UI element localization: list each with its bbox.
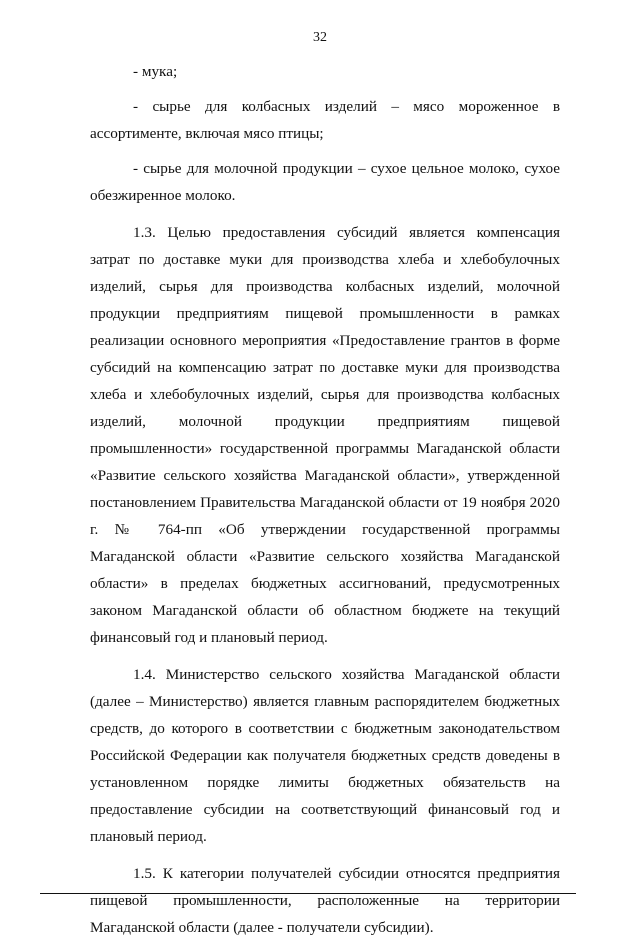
paragraph-1-3: 1.3. Целью предоставления субсидий является компенсация затрат по доставке муки для производства хлеба и хлебобулочных изделий, сырья для производства колбасных изделий, молочной продукции предприятиям пищевой промышленности в рамках реализации основного мероприятия «Предоставление грантов в форме субсидий на компенсацию затрат по доставке муки для производства хлеба и хлебобулочных изделий, сырья для производства колбасных изделий, молочной продукции предприятиям пищевой промышленности» государственной программы Магаданской области «Развитие сельского хозяйства Магаданской области», утвержденной постановлением Правительства Магаданской области от 19 ноября 2020 г. № 764-пп «Об утверждении государственной программы Магаданской области «Развитие сельского хозяйства Магаданской области» в пределах бюджетных ассигнований, предусмотренных законом Магаданской области об областном бюджете на текущий финансовый год и плановый период. xyxy=(90,224,560,646)
list-item-flour: - мука; xyxy=(133,63,178,80)
page-number: 32 xyxy=(313,30,327,45)
list-item-dairy-raw-materials: - сырье для молочной продукции – сухое цельное молоко, сухое обезжиренное молоко. xyxy=(90,160,560,204)
paragraph-1-5: 1.5. К категории получателей субсидии относятся предприятия пищевой промышленности, расположенные на территории Магаданской области (далее - получатели субсидии). xyxy=(90,865,560,936)
list-item-sausage-raw-materials: - сырье для колбасных изделий – мясо мороженное в ассортименте, включая мясо птицы; xyxy=(90,98,560,142)
bottom-divider xyxy=(40,893,576,894)
document-body xyxy=(90,58,560,941)
paragraph-1-4: 1.4. Министерство сельского хозяйства Магаданской области (далее – Министерство) является главным распорядителем бюджетных средств, до которого в соответствии с бюджетным законодательством Российской Федерации как получателя бюджетных средств доведены в установленном порядке лимиты бюджетных обязательств на предоставление субсидии на соответствующий финансовый год и плановый период. xyxy=(90,666,560,845)
